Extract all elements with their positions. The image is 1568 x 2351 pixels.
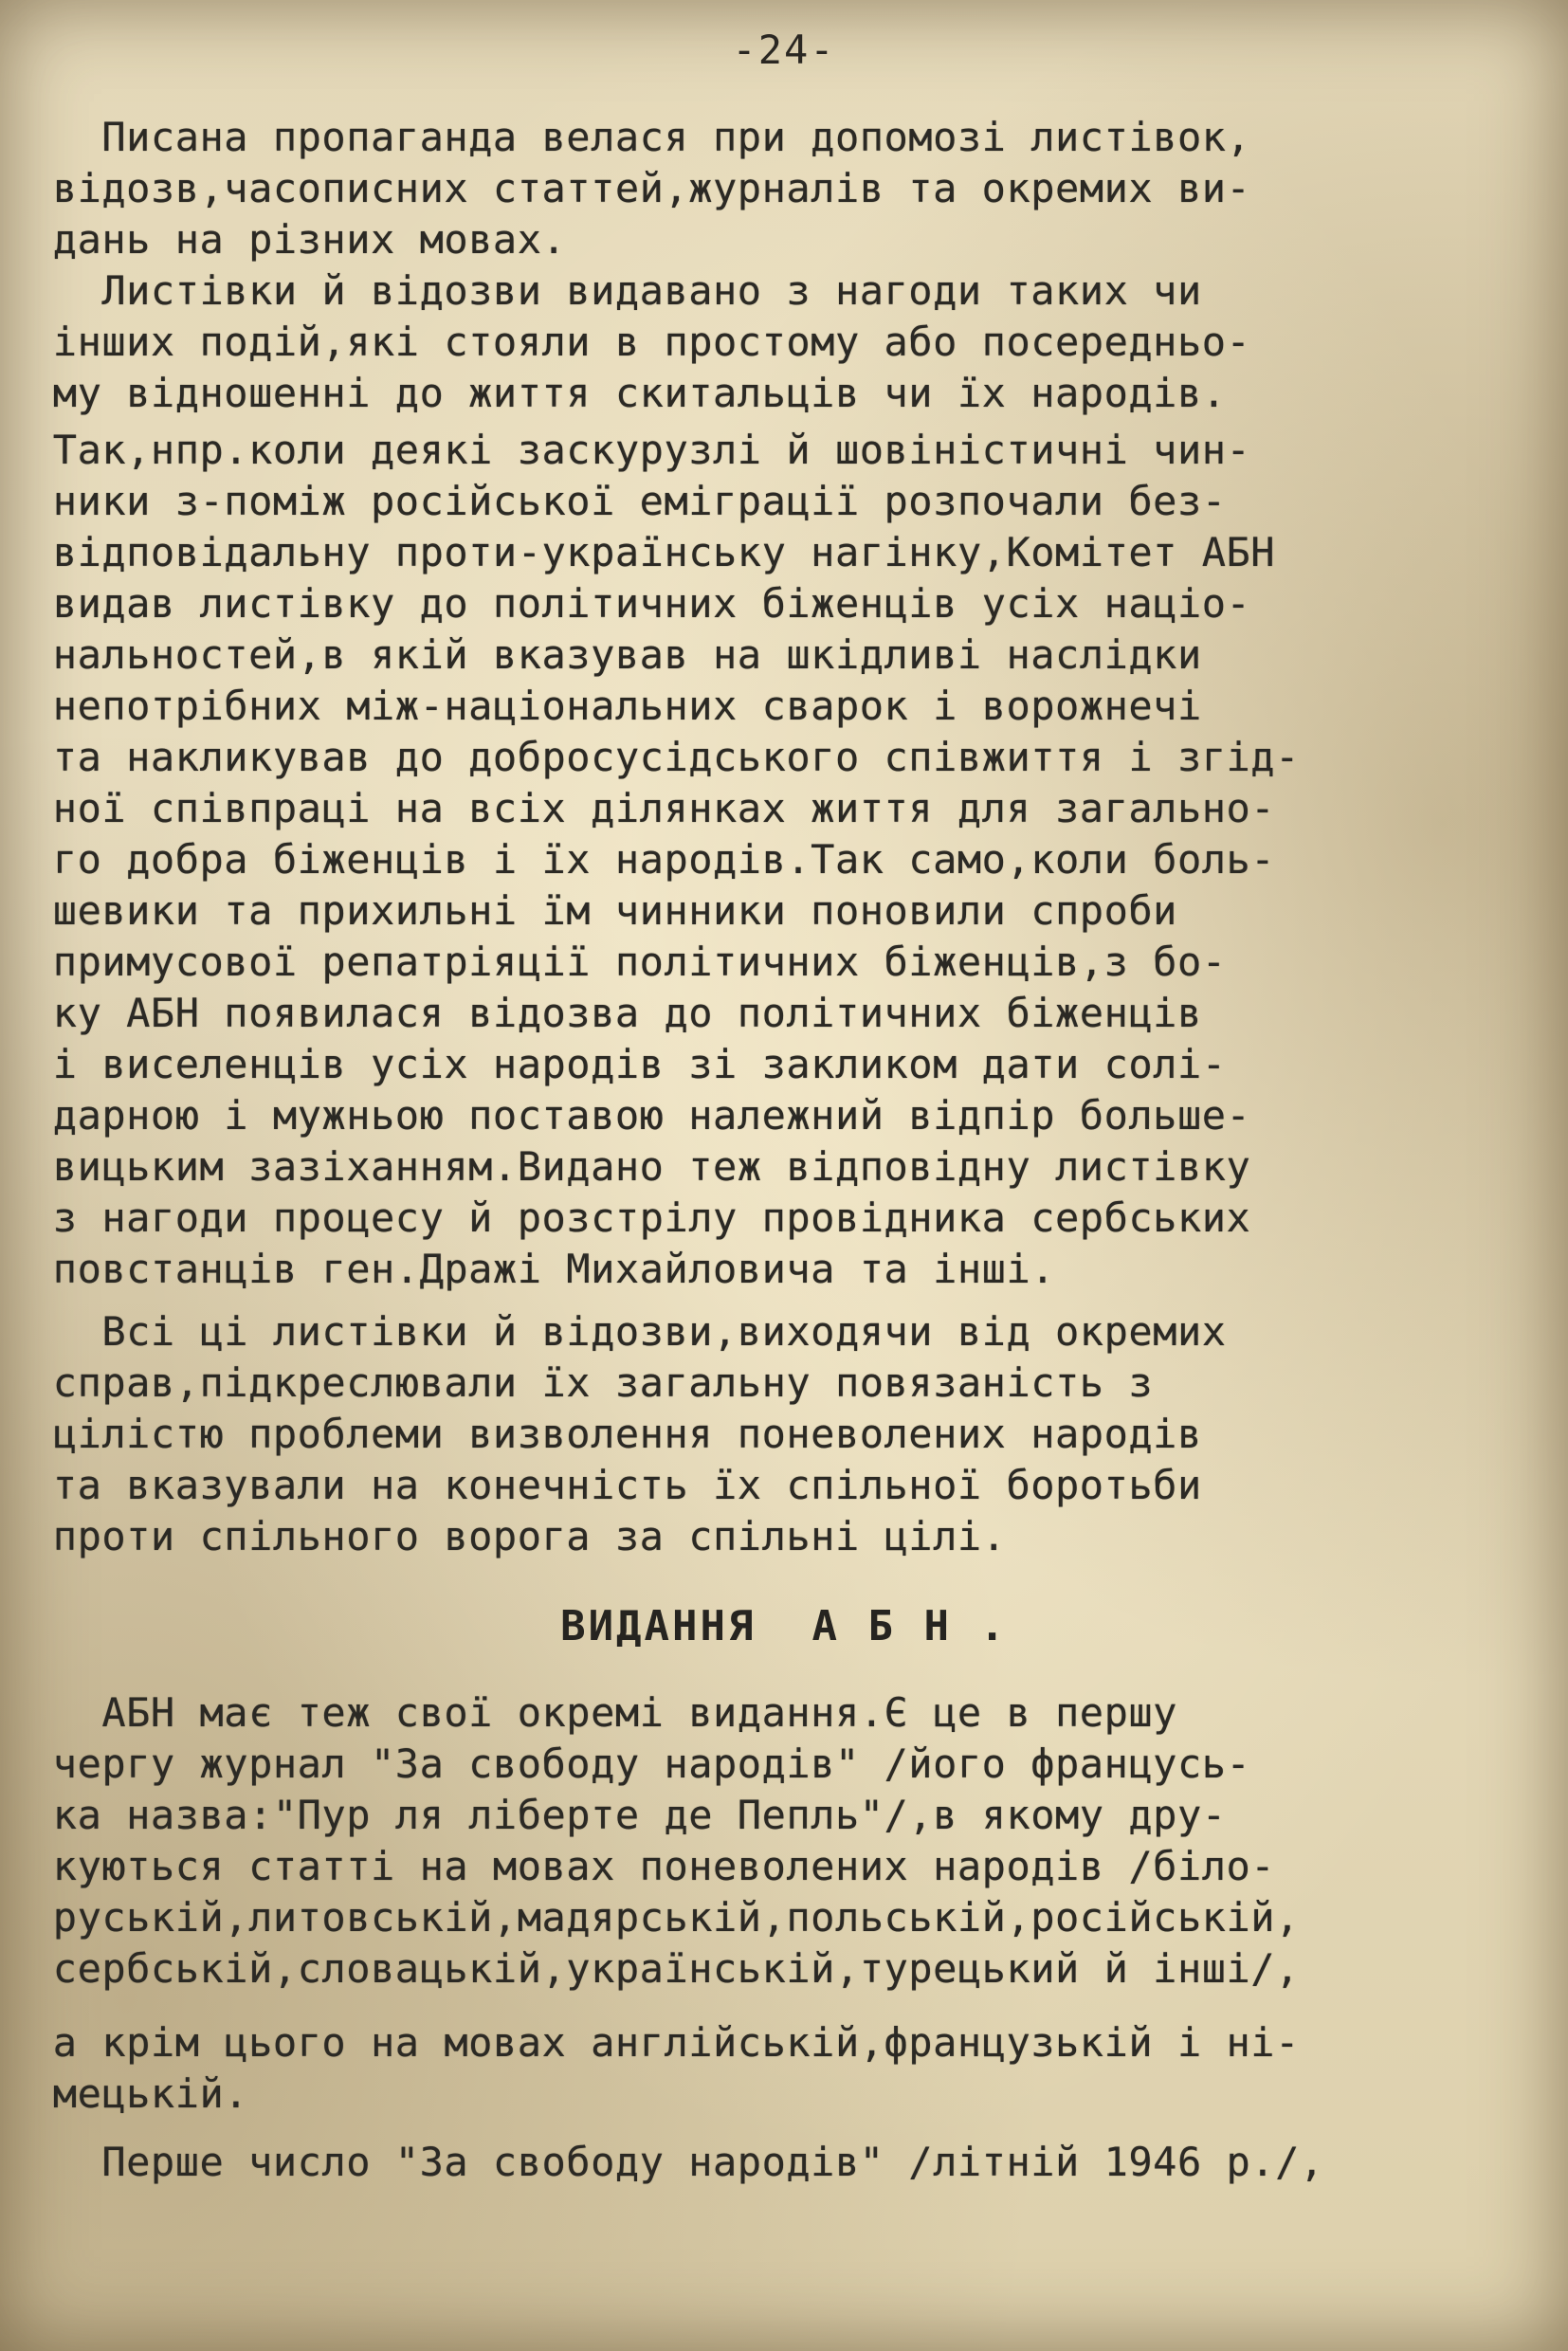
text-line: видав листівку до політичних біженців усіх націо- bbox=[28, 580, 1251, 627]
page-number: -24- bbox=[732, 27, 836, 73]
text-line: з нагоди процесу й розстрілу провідника сербських bbox=[28, 1194, 1251, 1241]
text-line: ники з-поміж російської еміграції розпочали без- bbox=[28, 478, 1227, 524]
text-line: куються статті на мовах поневолених народів /біло- bbox=[28, 1843, 1276, 1889]
text-line: нальностей,в якій вказував на шкідливі наслідки bbox=[28, 631, 1202, 678]
text-line: АБН має теж свої окремі видання.Є це в першу bbox=[28, 1689, 1177, 1736]
text-line: непотрібних між-національних сварок і ворожнечі bbox=[28, 683, 1202, 729]
text-line: руській,литовській,мадярській,польській,російській, bbox=[28, 1894, 1300, 1941]
text-line: го добра біженців і їх народів.Так само,коли боль- bbox=[28, 836, 1276, 883]
text-line: сербській,словацькій,українській,турецький й інші/, bbox=[28, 1945, 1300, 1992]
text-line: повстанців ген.Дражі Михайловича та інші. bbox=[28, 1246, 1056, 1292]
text-line: Так,нпр.коли деякі заскурузлі й шовіністичні чин- bbox=[28, 427, 1251, 473]
text-line: ка назва:"Пур ля ліберте де Пепль"/,в якому дру- bbox=[28, 1792, 1227, 1838]
text-line: вицьким зазіханням.Видано теж відповідну листівку bbox=[28, 1143, 1251, 1190]
text-line: та накликував до добросусідського співжиття і згід- bbox=[28, 734, 1300, 780]
text-line: ної співпраці на всіх ділянках життя для загально- bbox=[28, 785, 1276, 831]
text-line: мецькій. bbox=[28, 2070, 249, 2117]
text-line: чергу журнал "За свободу народів" /його францусь- bbox=[28, 1740, 1251, 1787]
text-line: Листівки й відозви видавано з нагоди таких чи bbox=[28, 267, 1202, 314]
text-line: шевики та прихильні їм чинники поновили спроби bbox=[28, 887, 1177, 934]
section-heading: ВИДАННЯ А Б Н . bbox=[560, 1602, 1008, 1650]
text-line: і виселенців усіх народів зі закликом дати солі- bbox=[28, 1041, 1227, 1087]
text-line: Всі ці листівки й відозви,виходячи від окремих bbox=[28, 1308, 1227, 1355]
text-line: а крім цього на мовах англійській,французькій і ні- bbox=[28, 2019, 1300, 2066]
text-line: проти спільного ворога за спільні цілі. bbox=[28, 1513, 1007, 1559]
text-line: дарною і мужньою поставою належний відпір больше- bbox=[28, 1092, 1251, 1139]
text-line: відозв,часописних статтей,журналів та окремих ви- bbox=[28, 165, 1251, 211]
text-line: ку АБН появилася відозва до політичних біженців bbox=[28, 990, 1202, 1036]
text-line: та вказували на конечність їх спільної боротьби bbox=[28, 1462, 1202, 1508]
text-line: цілістю проблеми визволення поневолених народів bbox=[28, 1411, 1202, 1457]
text-line: інших подій,які стояли в простому або посередньо- bbox=[28, 319, 1251, 365]
text-line: дань на різних мовах. bbox=[28, 216, 567, 263]
text-line: Перше число "За свободу народів" /літній 1946 р./, bbox=[28, 2139, 1324, 2185]
text-line: Писана пропаганда велася при допомозі листівок, bbox=[28, 114, 1251, 160]
text-line: справ,підкреслювали їх загальну повязаність з bbox=[28, 1359, 1154, 1406]
text-line: відповідальну проти-українську нагінку,Комітет АБН bbox=[28, 529, 1276, 575]
text-line: му відношенні до життя скитальців чи їх народів. bbox=[28, 370, 1227, 416]
text-line: примусової репатріяції політичних біженців,з бо- bbox=[28, 939, 1227, 985]
